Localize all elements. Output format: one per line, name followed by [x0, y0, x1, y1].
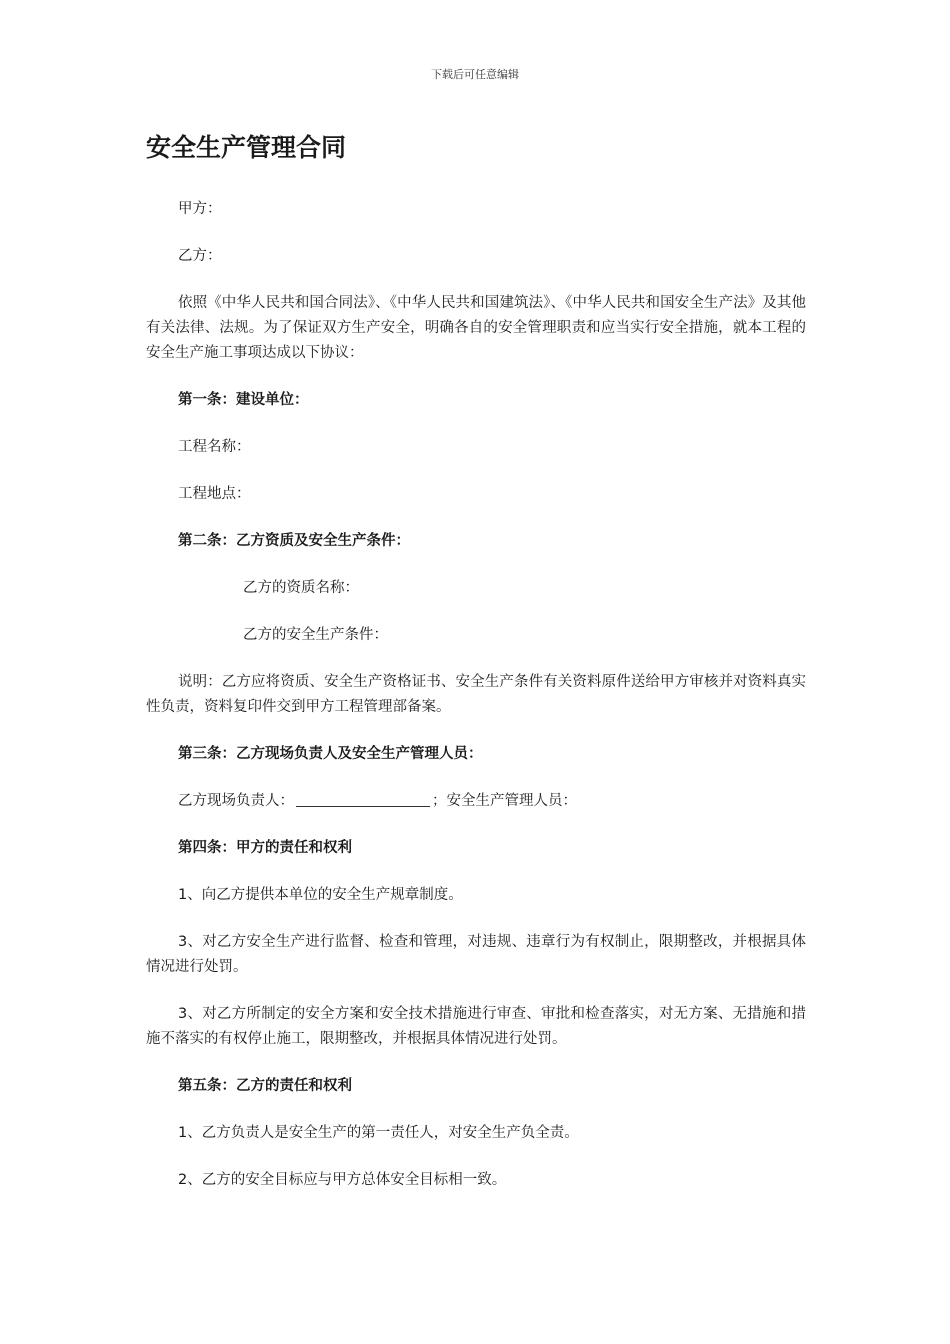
article-5-heading: 第五条：乙方的责任和权利 [178, 1078, 352, 1094]
article-2-heading: 第二条：乙方资质及安全生产条件： [178, 533, 410, 549]
safety-conditions-line: 乙方的安全生产条件： [243, 627, 388, 643]
article-1-heading: 第一条：建设单位： [178, 392, 309, 408]
article-4-heading: 第四条：甲方的责任和权利 [178, 840, 352, 856]
party-a-line: 甲方： [178, 201, 222, 217]
explanation-paragraph: 说明：乙方应将资质、安全生产资格证书、安全生产条件有关资料原件送给甲方审核并对资料真实性负责，资料复印件交到甲方工程管理部备案。 [146, 674, 806, 715]
document-title: 安全生产管理合同 [146, 133, 347, 162]
article-5-item-2: 2、乙方的安全目标应与甲方总体安全目标相一致。 [178, 1172, 507, 1188]
article-4-item-2: 3、对乙方安全生产进行监督、检查和管理，对违规、违章行为有权制止，限期整改，并根据具体情况进行处罚。 [146, 934, 806, 975]
site-manager-line [146, 789, 806, 814]
article-4-item-1: 1、向乙方提供本单位的安全生产规章制度。 [178, 887, 463, 903]
article-3-heading: 第三条：乙方现场负责人及安全生产管理人员： [178, 746, 483, 762]
project-location-line: 工程地点： [178, 486, 251, 502]
intro-paragraph: 依照《中华人民共和国合同法》、《中华人民共和国建筑法》、《中华人民共和国安全生产法》及其他有关法律、法规。为了保证双方生产安全，明确各自的安全管理职责和应当实行安全措施，就本工程的安全生产施工事项达成以下协议： [146, 295, 806, 361]
article-4-item-3: 3、对乙方所制定的安全方案和安全技术措施进行审查、审批和检查落实，对无方案、无措施和措施不落实的有权停止施工，限期整改，并根据具体情况进行处罚。 [146, 1006, 806, 1047]
safety-staff-label: ；安全生产管理人员： [432, 793, 577, 809]
site-manager-blank[interactable] [296, 791, 430, 807]
party-b-line: 乙方： [178, 248, 222, 264]
document-body [146, 130, 806, 1193]
project-name-line: 工程名称： [178, 439, 251, 455]
site-manager-label: 乙方现场负责人： [178, 793, 294, 809]
article-5-item-1: 1、乙方负责人是安全生产的第一责任人，对安全生产负全责。 [178, 1125, 579, 1141]
qualification-name-line: 乙方的资质名称： [243, 580, 359, 596]
header-note: 下载后可任意编辑 [431, 68, 519, 81]
